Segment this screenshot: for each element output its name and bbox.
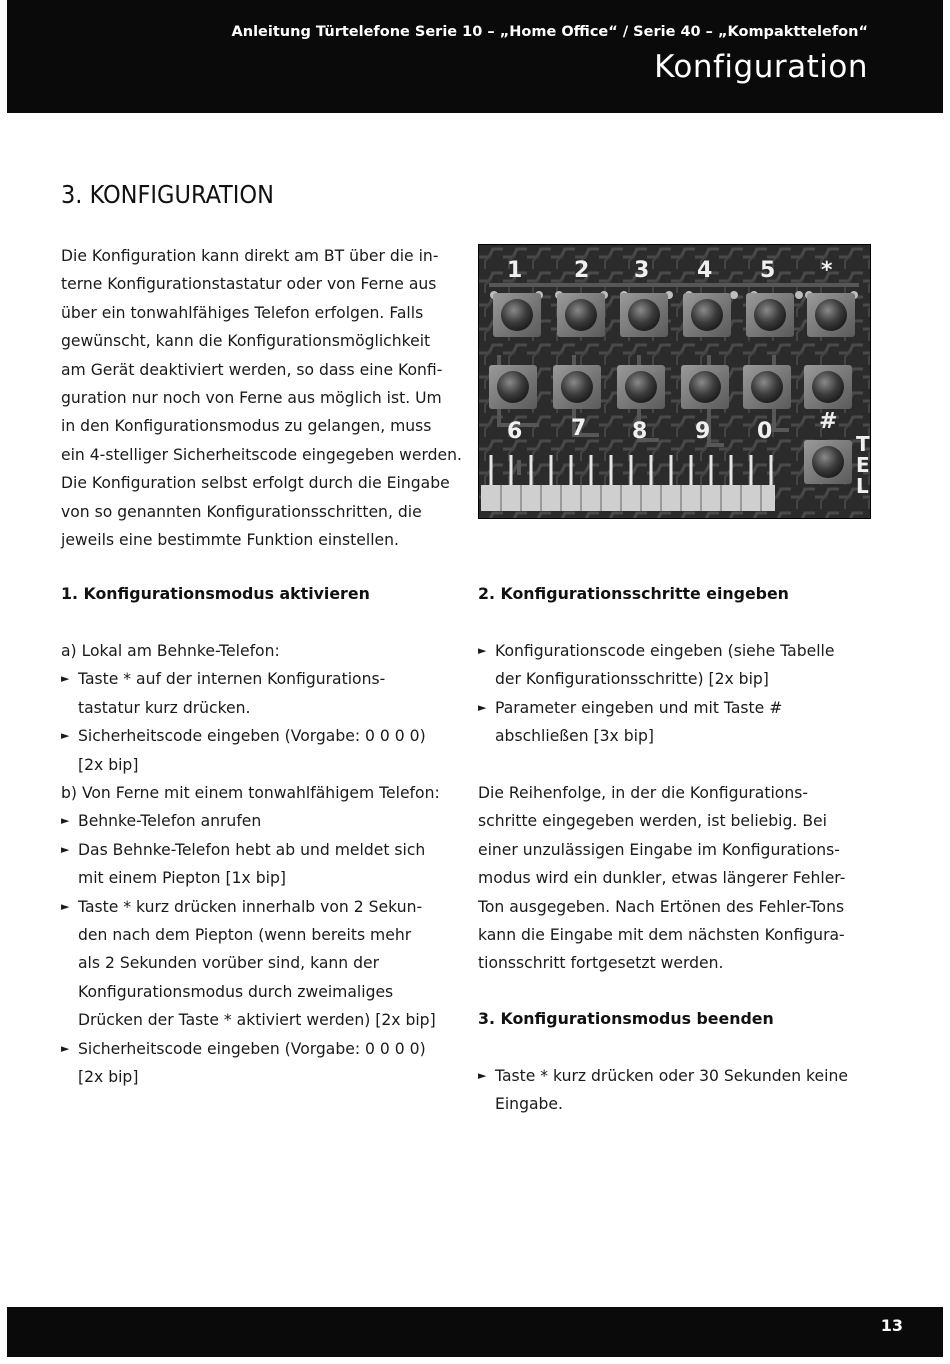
page-number: 13	[880, 1316, 903, 1335]
key-label: 1	[507, 258, 523, 283]
key-label: 4	[697, 258, 713, 283]
list-item-continuation: den nach dem Piepton (wenn bereits mehr	[78, 926, 412, 945]
intro-line: in den Konfigurationsmodus zu gelangen, muss	[61, 417, 432, 436]
list-item: ► Sicherheitscode eingeben (Vorgabe: 0 0 0 0)	[61, 1035, 471, 1063]
list-item-continuation: Konfigurationsmodus durch zweimaliges	[78, 982, 394, 1001]
bullet-arrow-icon: ►	[61, 842, 70, 856]
key-label: 3	[634, 258, 650, 283]
list-item-continuation: abschließen [3x bip]	[495, 727, 654, 746]
intro-line: Die Konfiguration selbst erfolgt durch die Eingabe	[61, 474, 450, 493]
bullet-arrow-icon: ►	[61, 814, 70, 828]
heading-exit-config-mode: 3. Konfigurationsmodus beenden	[478, 1009, 774, 1028]
header-title: Konfiguration	[654, 49, 868, 85]
section-title: 3. KONFIGURATION	[61, 180, 274, 209]
list-item-continuation: Eingabe.	[495, 1095, 563, 1114]
header-subtitle: Anleitung Türtelefone Serie 10 – „Home Office“ / Serie 40 – „Kompakttelefon“	[231, 24, 868, 40]
key-label: 2	[574, 258, 590, 283]
exit-instructions	[478, 1062, 888, 1119]
key-label: 9	[695, 419, 711, 444]
page-header	[7, 0, 943, 113]
list-item-continuation: [2x bip]	[78, 1068, 139, 1087]
list-item-continuation: der Konfigurationsschritte) [2x bip]	[495, 670, 769, 689]
bullet-arrow-icon: ►	[61, 1041, 70, 1055]
key-label: 6	[507, 419, 523, 444]
list-item: ► Taste * kurz drücken innerhalb von 2 Sekun-	[61, 893, 471, 921]
bullet-arrow-icon: ►	[61, 899, 70, 913]
list-item-continuation: [2x bip]	[78, 755, 139, 774]
intro-line: am Gerät deaktiviert werden, so dass eine Konfi-	[61, 360, 443, 379]
intro-line: von so genannten Konfigurationsschritten, die	[61, 502, 422, 521]
key-label: 8	[632, 419, 648, 444]
key-label: *	[821, 258, 833, 283]
key-label: E	[856, 453, 870, 477]
key-label: T	[856, 432, 870, 456]
activate-instructions	[61, 637, 471, 1092]
local-label: a) Lokal am Behnke-Telefon:	[61, 642, 280, 660]
remote-label: b) Von Ferne mit einem tonwahlfähigem Telefon:	[61, 784, 440, 803]
heading-enter-config-steps: 2. Konfigurationsschritte eingeben	[478, 584, 789, 603]
key-label: 5	[760, 258, 776, 283]
page-footer	[7, 1307, 943, 1357]
list-item: ► Parameter eingeben und mit Taste #	[478, 694, 888, 722]
list-item-continuation: mit einem Piepton [1x bip]	[78, 869, 286, 888]
enter-steps-instructions	[478, 637, 888, 751]
bullet-arrow-icon: ►	[478, 1069, 487, 1082]
list-item: ► Das Behnke-Telefon hebt ab und meldet sich	[61, 836, 471, 864]
intro-line: gewünscht, kann die Konfigurationsmöglichkeit	[61, 332, 431, 351]
key-label: #	[819, 409, 838, 434]
list-item: ► Taste * kurz drücken oder 30 Sekunden keine	[478, 1062, 888, 1090]
intro-line: über ein tonwahlfähiges Telefon erfolgen. Falls	[61, 303, 424, 322]
heading-activate-config-mode: 1. Konfigurationsmodus aktivieren	[61, 584, 370, 603]
bullet-arrow-icon: ►	[61, 672, 70, 686]
order-paragraph: Die Reihenfolge, in der die Konfigurations- schritte eingegeben werden, ist beliebig. Bei einer unzulässigen Eingabe im Konfigurations- modus wird ein dunkler, etwas längerer Fehler- Ton ausgegeben. Nach Ertönen des Fehler-Tons kann die Eingabe mit dem nächsten Konfigura- tionsschritt fortgesetzt werden.	[478, 784, 846, 973]
bullet-arrow-icon: ►	[478, 644, 487, 657]
keypad-illustration	[479, 245, 870, 518]
key-label: L	[856, 474, 869, 498]
bullet-arrow-icon: ►	[478, 700, 487, 714]
list-item: ► Sicherheitscode eingeben (Vorgabe: 0 0 0 0)	[61, 722, 471, 750]
list-item-continuation: tastatur kurz drücken.	[78, 698, 251, 717]
list-item-continuation: als 2 Sekunden vorüber sind, kann der	[78, 954, 380, 973]
list-item: ► Behnke-Telefon anrufen	[61, 807, 471, 835]
list-item: ► Taste * auf der internen Konfigurations-	[61, 665, 471, 693]
key-label: 7	[571, 416, 587, 441]
intro-paragraph	[61, 242, 463, 554]
key-label: 0	[757, 419, 773, 444]
bullet-arrow-icon: ►	[61, 729, 70, 743]
intro-line: jeweils eine bestimmte Funktion einstellen.	[61, 531, 399, 550]
intro-line: guration nur noch von Ferne aus möglich ist. Um	[61, 389, 442, 408]
intro-line: ein 4-stelliger Sicherheitscode eingegeben werden.	[61, 445, 462, 464]
list-item: ► Konfigurationscode eingeben (siehe Tabelle	[478, 637, 888, 665]
intro-line: Die Konfiguration kann direkt am BT über die in-	[61, 247, 439, 265]
keypad-circuit-board-photo	[478, 244, 871, 519]
list-item-continuation: Drücken der Taste * aktiviert werden) [2x bip]	[78, 1011, 436, 1030]
intro-line: terne Konfigurationstastatur oder von Ferne aus	[61, 275, 437, 294]
